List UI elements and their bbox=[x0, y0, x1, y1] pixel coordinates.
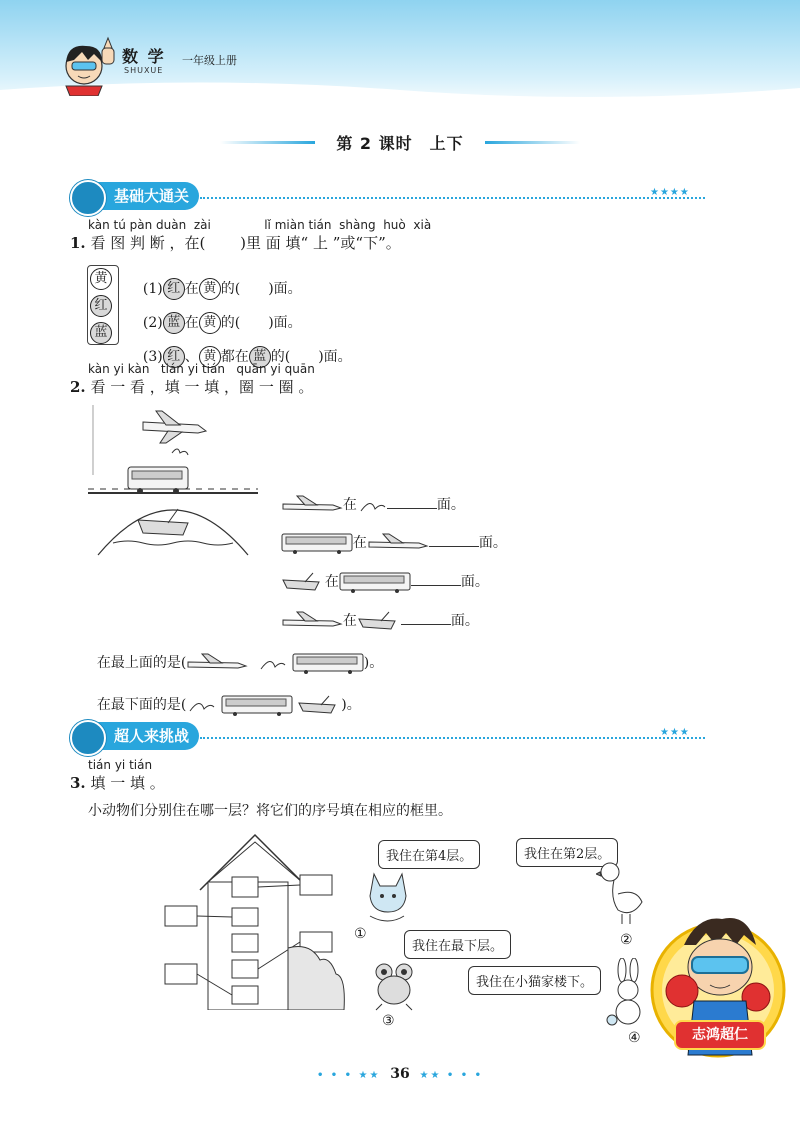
mascot-badge: 志鸿超仁 bbox=[674, 1020, 766, 1050]
header-wave bbox=[0, 70, 800, 110]
difficulty-stars: ★★★★ bbox=[650, 187, 690, 198]
q2-pinyin: kàn yi kàn tián yi tián quān yi quān bbox=[88, 362, 315, 376]
star-badge-icon bbox=[70, 180, 106, 216]
circle-char: 蓝 bbox=[163, 312, 185, 334]
bus-icon[interactable] bbox=[221, 694, 293, 716]
duck-icon bbox=[596, 858, 646, 928]
circle-char: 蓝 bbox=[249, 346, 271, 368]
boat-icon bbox=[281, 572, 325, 592]
close-paren: )。 bbox=[363, 655, 384, 671]
answer-blank[interactable] bbox=[401, 610, 451, 625]
answer-blank[interactable] bbox=[411, 571, 461, 586]
answer-box bbox=[165, 906, 197, 926]
row-mid: 在 bbox=[352, 535, 367, 551]
page-footer bbox=[0, 1066, 800, 1082]
frog-icon bbox=[368, 960, 420, 1012]
bus-icon[interactable] bbox=[292, 652, 364, 674]
blue-circle: 蓝 bbox=[90, 322, 112, 344]
answer-blank[interactable]: 的( )面。 bbox=[220, 281, 302, 297]
answer-blank[interactable] bbox=[429, 532, 479, 547]
q2-text: 看 一 看 ，填 一 填 ，圈 一 圈 。 bbox=[90, 378, 314, 396]
q1-number: 1. bbox=[70, 234, 86, 252]
row-mid: 在 bbox=[342, 613, 357, 629]
animal-label-2: ② bbox=[620, 932, 633, 948]
q2-row-3 bbox=[272, 555, 489, 593]
row-mid: 在 bbox=[324, 574, 339, 590]
boy-mascot-icon bbox=[58, 36, 120, 96]
bus-icon bbox=[339, 571, 411, 593]
q1-item-1 bbox=[134, 262, 302, 300]
difficulty-stars: ★★★ bbox=[660, 727, 690, 738]
q2-number: 2. bbox=[70, 378, 86, 396]
airplane-icon bbox=[143, 411, 206, 443]
color-stack-items bbox=[90, 268, 112, 344]
q2-row-1 bbox=[272, 478, 465, 515]
circle-char: 红 bbox=[163, 278, 185, 300]
bus-icon bbox=[281, 532, 353, 554]
answer-box bbox=[165, 964, 197, 984]
bird-icon[interactable] bbox=[257, 653, 287, 673]
bird-icon bbox=[357, 495, 387, 515]
q3-pinyin: tián yi tián bbox=[88, 758, 153, 772]
item-mid: 在 bbox=[184, 281, 199, 297]
item-mid: 都在 bbox=[220, 349, 249, 365]
animal-label-4: ④ bbox=[628, 1030, 641, 1046]
boat-icon bbox=[138, 509, 188, 535]
topmost-label: 在最上面的是( bbox=[96, 655, 187, 671]
row-tail: 面。 bbox=[460, 574, 489, 590]
boat-icon bbox=[357, 611, 401, 631]
q3-instruction: 小动物们分别住在哪一层？将它们的序号填在相应的框里。 bbox=[88, 803, 452, 819]
building-illustration bbox=[160, 830, 350, 1010]
section-divider bbox=[200, 737, 705, 739]
bird-icon[interactable] bbox=[186, 695, 216, 715]
bird-icon bbox=[172, 449, 188, 455]
q3-prompt bbox=[70, 772, 165, 793]
boat-icon[interactable] bbox=[297, 695, 341, 715]
rabbit-icon bbox=[606, 958, 652, 1028]
item-label: (1) bbox=[142, 281, 163, 297]
footer-stars-left: • • • ★★ bbox=[316, 1070, 381, 1081]
cat-icon bbox=[360, 866, 420, 926]
q2-row-2 bbox=[272, 516, 507, 554]
airplane-icon bbox=[367, 533, 429, 553]
q1-prompt bbox=[70, 232, 401, 253]
page-number: 36 bbox=[390, 1066, 410, 1082]
circle-char: 红 bbox=[163, 346, 185, 368]
circle-char: 黄 bbox=[199, 312, 221, 334]
speech-bubble: 我住在第4层。 bbox=[378, 840, 480, 869]
item-sep: 、 bbox=[184, 349, 199, 365]
item-label: (3) bbox=[142, 349, 163, 365]
robot-badge-icon bbox=[70, 720, 106, 756]
airplane-icon bbox=[281, 611, 343, 631]
circle-char: 黄 bbox=[199, 278, 221, 300]
q2-row-4 bbox=[272, 594, 479, 631]
row-tail: 面。 bbox=[436, 497, 465, 513]
section-divider bbox=[200, 197, 705, 199]
airplane-icon bbox=[281, 495, 343, 515]
bottommost-label: 在最下面的是( bbox=[96, 697, 187, 713]
answer-blank[interactable] bbox=[387, 494, 437, 509]
item-mid: 在 bbox=[184, 315, 199, 331]
row-mid: 在 bbox=[342, 497, 357, 513]
bus-icon bbox=[128, 467, 188, 494]
item-label: (2) bbox=[142, 315, 163, 331]
yellow-circle: 黄 bbox=[90, 268, 112, 290]
answer-blank[interactable]: 的( )面。 bbox=[220, 315, 302, 331]
q3-text: 填 一 填 。 bbox=[90, 774, 165, 792]
q2-prompt bbox=[70, 376, 313, 397]
section-basic-banner: 基础大通关 bbox=[78, 182, 199, 210]
q1-item-2 bbox=[134, 296, 302, 334]
answer-blank[interactable]: 的( )面。 bbox=[270, 349, 352, 365]
animal-label-1: ① bbox=[354, 926, 367, 942]
q2-topmost bbox=[88, 636, 383, 674]
q3-number: 3. bbox=[70, 774, 86, 792]
row-tail: 面。 bbox=[450, 613, 479, 629]
scene-illustration bbox=[88, 405, 263, 560]
grade-label: 一年级上册 bbox=[182, 54, 237, 67]
subject-title: 数 学 bbox=[122, 47, 166, 66]
airplane-icon[interactable] bbox=[186, 653, 248, 673]
speech-bubble: 我住在第2层。 bbox=[516, 838, 618, 867]
subject-pinyin: SHUXUE bbox=[124, 66, 164, 75]
close-paren: )。 bbox=[341, 697, 361, 713]
q1-pinyin: kàn tú pàn duàn zài lǐ miàn tián shàng huò xià bbox=[88, 218, 432, 232]
animal-label-3: ③ bbox=[382, 1013, 395, 1029]
red-circle: 红 bbox=[90, 295, 112, 317]
section-challenge-banner: 超人来挑战 bbox=[78, 722, 199, 750]
lesson-title: 第 2 课时 上下 bbox=[336, 134, 464, 153]
circle-char: 黄 bbox=[199, 346, 221, 368]
speech-bubble: 我住在最下层。 bbox=[404, 930, 511, 959]
q2-bottommost bbox=[88, 678, 361, 716]
speech-bubble: 我住在小猫家楼下。 bbox=[468, 966, 601, 995]
footer-stars-right: ★★ • • • bbox=[419, 1070, 484, 1081]
q1-text: 看 图 判 断 ，在( )里 面 填“ 上 ”或“下”。 bbox=[90, 234, 401, 252]
answer-box bbox=[300, 875, 332, 895]
row-tail: 面。 bbox=[478, 535, 507, 551]
